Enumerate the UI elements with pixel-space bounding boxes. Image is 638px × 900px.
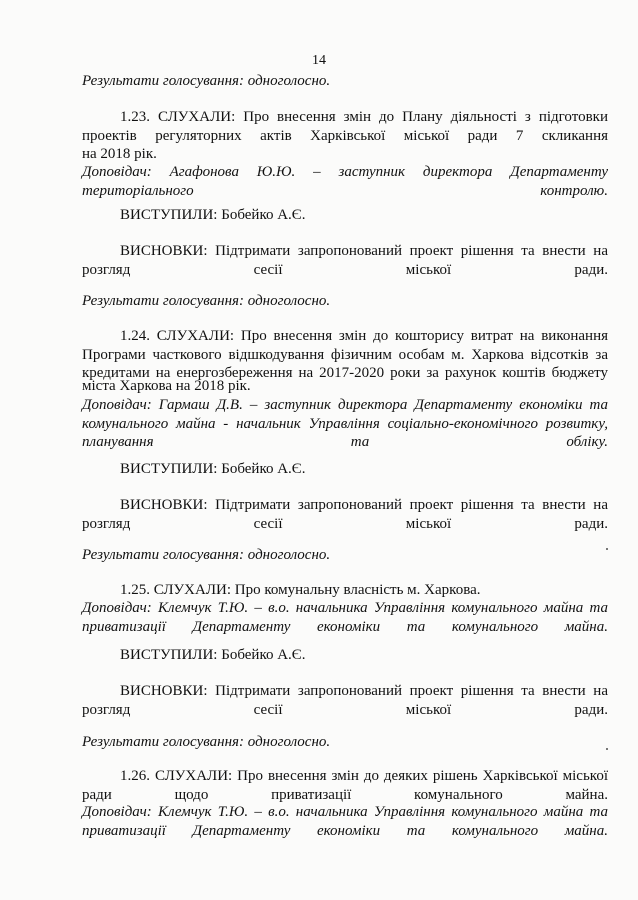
voting-result: Результати голосування: одноголосно.	[82, 73, 331, 89]
item-reporter: Доповідач: Клемчук Т.Ю. – в.о. начальника Управління комунального майна та приватизації Департаменту економіки та комунального майна.	[82, 804, 608, 839]
scan-artifact	[606, 548, 608, 550]
item-conclusions: ВИСНОВКИ: Підтримати запропонований проект рішення та внести на розгляд сесії міської ради.	[82, 497, 608, 532]
voting-result: Результати голосування: одноголосно.	[82, 293, 331, 309]
item-reporter: Доповідач: Агафонова Ю.Ю. – заступник директора Департаменту територіального контролю.	[82, 164, 608, 199]
item-heard: 1.23. СЛУХАЛИ: Про внесення змін до Плану діяльності з підготовки проектів регуляторних актів Харківської міської ради 7 скликання	[82, 109, 608, 144]
item-spoke: ВИСТУПИЛИ: Бобейко А.Є.	[120, 647, 306, 663]
item-heard: 1.24. СЛУХАЛИ: Про внесення змін до кошторису витрат на виконання Програми часткового відшкодування фізичним особам м. Харкова відсотків за кредитами на енергозбереження на 2017-2020 роки за рахунок коштів бюджету	[82, 328, 608, 382]
item-heard: 1.25. СЛУХАЛИ: Про комунальну власність м. Харкова.	[120, 582, 481, 598]
item-heard-tail: на 2018 рік.	[82, 146, 157, 162]
item-reporter: Доповідач: Клемчук Т.Ю. – в.о. начальника Управління комунального майна та приватизації Департаменту економіки та комунального майна.	[82, 600, 608, 635]
item-conclusions: ВИСНОВКИ: Підтримати запропонований проект рішення та внести на розгляд сесії міської ради.	[82, 243, 608, 278]
voting-result: Результати голосування: одноголосно.	[82, 734, 331, 750]
item-heard-tail: міста Харкова на 2018 рік.	[82, 378, 251, 394]
item-reporter: Доповідач: Гармаш Д.В. – заступник директора Департаменту економіки та комунального майна - начальник Управління соціально-економічного розвитку, планування та обліку.	[82, 397, 608, 451]
item-spoke: ВИСТУПИЛИ: Бобейко А.Є.	[120, 207, 306, 223]
scan-artifact	[606, 748, 608, 750]
item-heard: 1.26. СЛУХАЛИ: Про внесення змін до деяких рішень Харківської міської ради щодо приватизації комунального майна.	[82, 768, 608, 803]
item-spoke: ВИСТУПИЛИ: Бобейко А.Є.	[120, 461, 306, 477]
item-conclusions: ВИСНОВКИ: Підтримати запропонований проект рішення та внести на розгляд сесії міської ради.	[82, 683, 608, 718]
page-number: 14	[312, 53, 326, 68]
voting-result: Результати голосування: одноголосно.	[82, 547, 331, 563]
